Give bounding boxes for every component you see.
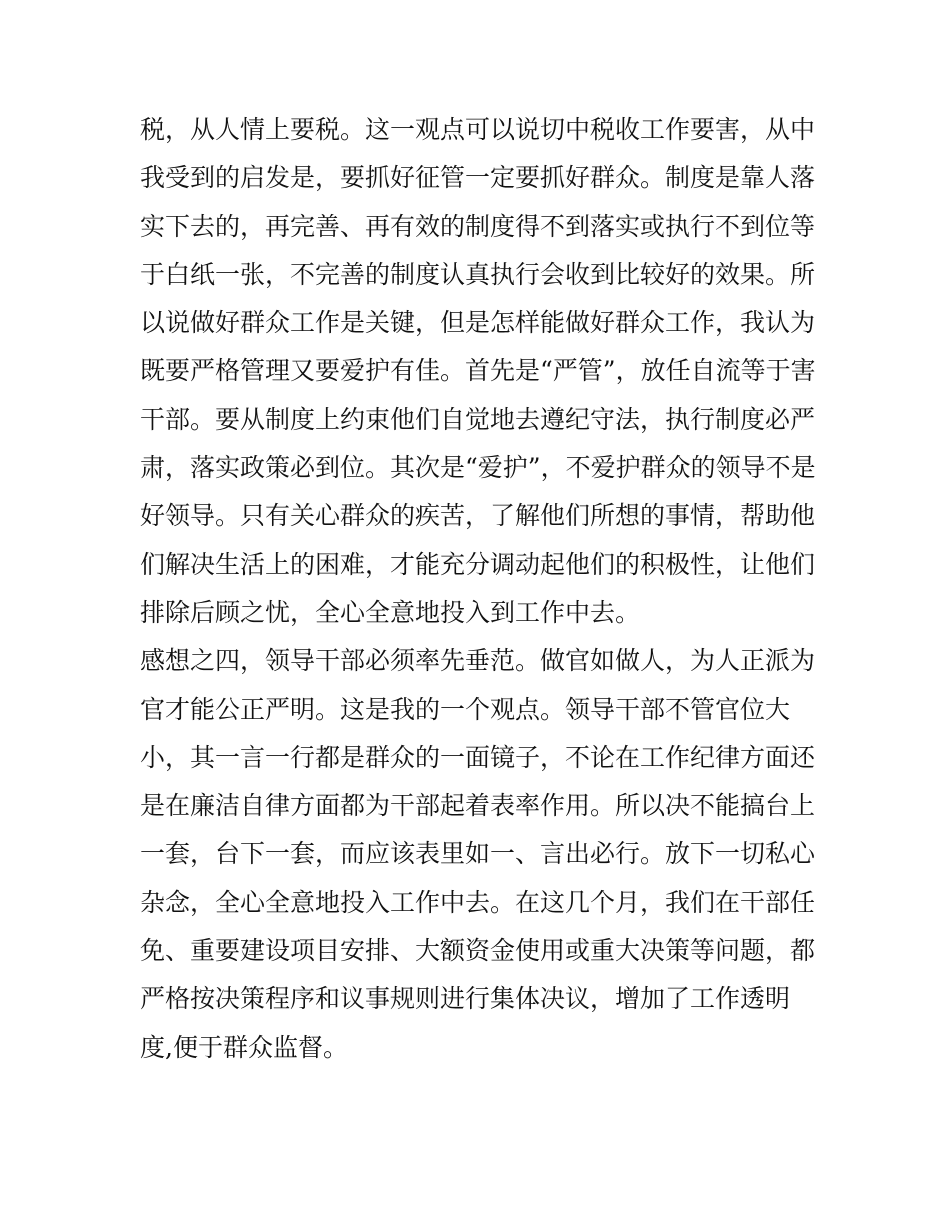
text-line: 们解决生活上的困难，才能充分调动起他们的积极性，让他们 [140,549,816,579]
text-line: 免、重要建设项目安排、大额资金使用或重大决策等问题，都 [140,936,816,966]
text-line: 既要严格管理又要爱护有佳。首先是“严管”，放任自流等于害 [140,356,816,386]
text-line: 杂念，全心全意地投入工作中去。在这几个月，我们在干部任 [140,887,816,917]
text-line: 肃，落实政策必到位。其次是“爱护”，不爱护群众的领导不是 [140,453,816,483]
text-line: 干部。要从制度上约束他们自觉地去遵纪守法，执行制度必严 [140,404,816,434]
text-line: 一套，台下一套，而应该表里如一、言出必行。放下一切私心 [140,839,816,869]
body-text [140,106,820,1072]
text-line: 以说做好群众工作是关键，但是怎样能做好群众工作，我认为 [140,308,816,338]
paragraph-start-line: 感想之四，领导干部必须率先垂范。做官如做人，为人正派为 [140,646,816,676]
text-line: 好领导。只有关心群众的疾苦，了解他们所想的事情，帮助他 [140,501,816,531]
text-line: 税，从人情上要税。这一观点可以说切中税收工作要害，从中 [140,115,816,144]
text-line: 是在廉洁自律方面都为干部起着表率作用。所以决不能搞台上 [140,791,816,821]
text-line: 实下去的，再完善、再有效的制度得不到落实或执行不到位等 [140,211,816,241]
text-line: 度,便于群众监督。 [140,1032,348,1062]
text-line: 我受到的启发是，要抓好征管一定要抓好群众。制度是靠人落 [140,163,816,193]
text-line: 于白纸一张，不完善的制度认真执行会收到比较好的效果。所 [140,259,816,289]
text-line: 排除后顾之忧，全心全意地投入到工作中去。 [140,597,641,627]
text-line: 严格按决策程序和议事规则进行集体决议，增加了工作透明 [140,984,791,1014]
text-line: 官才能公正严明。这是我的一个观点。领导干部不管官位大 [140,694,791,724]
text-line: 小，其一言一行都是群众的一面镜子，不论在工作纪律方面还 [140,742,816,772]
